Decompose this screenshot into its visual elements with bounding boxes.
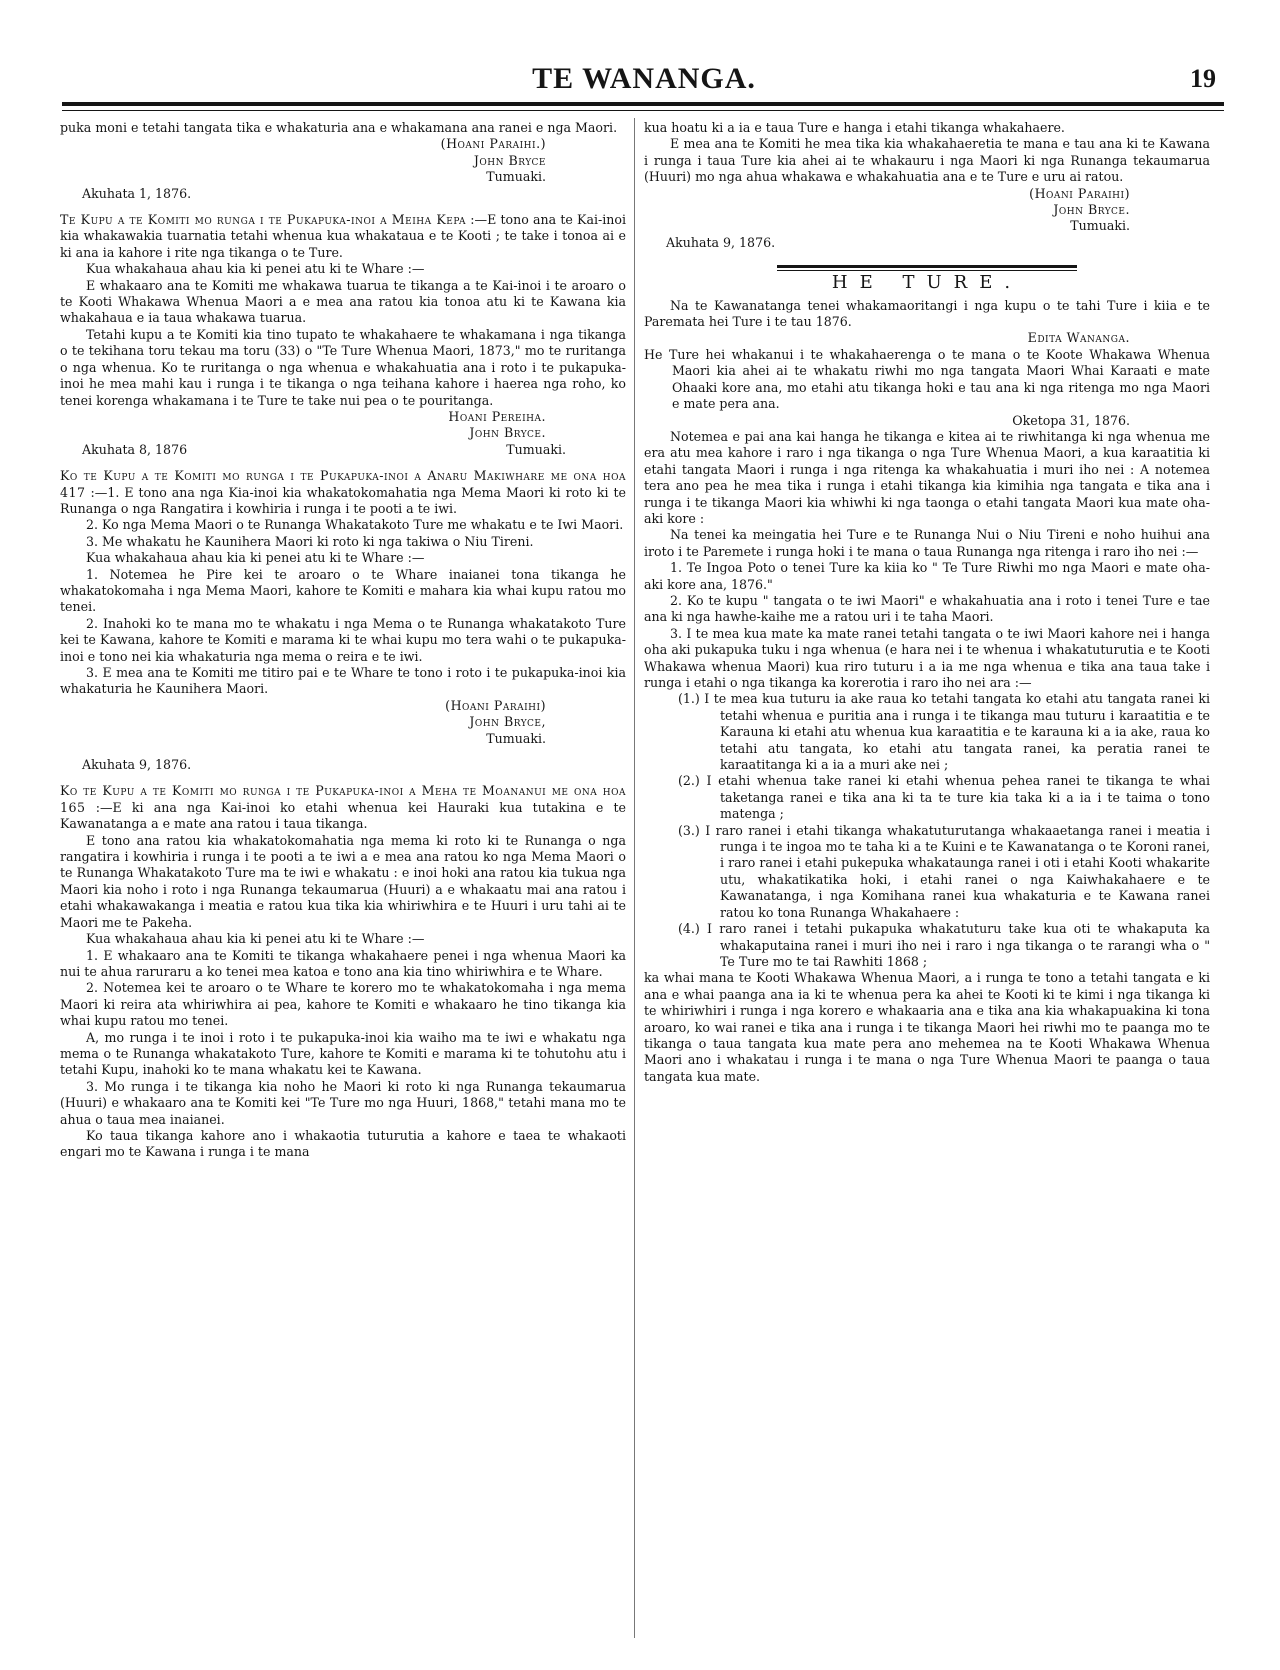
paragraph: Kua whakahaua ahau kia ki penei atu ki te Whare :—	[86, 550, 425, 566]
paragraph: ka whai mana te Kooti Whakawa Whenua Maori, a i runga te tono a tetahi tangata e ki ana e whai paanga ana ia ki te whenua pera ka ahei te Kooti ki te kimi i nga tikanga ki te whiriwhiri i runga i nga korero e whakaaria ana e tika ana kia whakapuakina ki tona aroaro, ko wai ranei e tika ana i runga i te tikanga Maori hei riwhi mo te paanga mo te tikanga o taua tangata kua mate pera ano mehemea na te Kooti Whakawa Whenua Maori ano i whakatau i runga i te mana o nga Ture Whenua Maori te paanga o taua tangata kua mate.	[644, 970, 1210, 1084]
list-item: (2.) I etahi whenua take ranei ki etahi whenua pehea ranei te tikanga te whai taketanga ranei e tika ana ki ta te ture kia taka ki a ia i te taima o tono matenga ;	[678, 773, 1210, 822]
report-paragraph: Ko te Kupu a te Komiti mo runga i te Pukapuka-inoi a Meha te Moananui me ona hoa 165 :—E ki ana nga Kai-inoi ko etahi whenua kei Hauraki kua tutakina e te Kawanatanga a e mate ana ratou i taua tikanga.	[60, 783, 626, 832]
paragraph: 2. Notemea kei te aroaro o te Whare te korero mo te whakatokomaha i nga mema Maori ki reira ata whiriwhira ai pea, kahore te Komiti e whakaaro he tino tikanga kia whai kupu ratou mo tenei.	[60, 980, 626, 1029]
paragraph: E tono ana ratou kia whakatokomahatia nga mema ki roto ki te Runanga o nga rangatira i kowhiria i runga i te pooti a te iwi a e mea ana ratou ko nga Mema Maori o te Runanga Whakatakoto Ture ma te iwi e whakatu : e inoi hoki ana ratou kia tukua nga Maori kia noho i roto i nga Runanga tekaumarua (Huuri) a e whakaatu mai ana ratou i etahi whakawakanga i meatia e ratou kua tika kia whiriwhira e te Huuri i uru tahi ai te Maori me te Pakeha.	[60, 832, 626, 930]
signature-role: Tumuaki.	[486, 730, 546, 746]
paragraph: Kua whakahaua ahau kia ki penei atu ki te Whare :—	[86, 261, 425, 277]
section-1: 1. Te Ingoa Poto o tenei Ture ka kiia ko " Te Ture Riwhi mo nga Maori e mate oha-aki kore ana, 1876."	[644, 560, 1210, 592]
list-item: (4.) I raro ranei i tetahi pukapuka whakatuturu take kua oti te whakaputa ka whakaputaina ranei i muri iho nei i raro i nga tikanga o te rarangi wha o " Te Ture mo te tai Rawhiti 1868 ;	[678, 921, 1210, 969]
report-heading: Te Kupu a te Komiti mo runga i te Pukapuka-inoi a Meiha Kepa	[60, 212, 467, 228]
paragraph: 3. E mea ana te Komiti me titiro pai e te Whare te tono i roto i te pukapuka-inoi kia whakaturia he Kaunihera Maori.	[60, 665, 626, 697]
paragraph: Na te Kawanatanga tenei whakamaoritangi i nga kupu o te tahi Ture i kiia e te Paremata hei Ture i te tau 1876.	[644, 297, 1210, 330]
page-header	[62, 62, 1226, 102]
paragraph: kua hoatu ki a ia e taua Ture e hanga i etahi tikanga whakahaere.	[644, 120, 1065, 135]
page-number: 19	[1190, 64, 1216, 93]
section-rule	[777, 265, 1077, 271]
signature-name: John Bryce.	[1053, 202, 1130, 218]
date-line: Akuhata 8, 1876 Tumuaki.	[82, 441, 566, 457]
column-divider	[634, 118, 635, 1638]
paragraph: Notemea e pai ana kai hanga he tikanga e kitea ai te riwhitanga ki nga whenua me era atu mea kahore i raro i nga tikanga o nga Ture Whenua Maori, a kua karaatitia ki etahi tangata Maori i runga i nga ritenga ka whakahuatia i muri iho nei : A notemea tera ano pea he mea tika i runga i etahi tikanga kia kimihia nga tangata e tika ana i runga i te tikanga Maori kia whiwhi ki nga taonga o etahi tangata Maori kua mate oha-aki kore :	[644, 428, 1210, 526]
paragraph: A, mo runga i te inoi i roto i te pukapuka-inoi kia waiho ma te iwi e whakatu nga mema o te Runanga whakatakoto Ture, kahore te Komiti e marama ki te tohutohu atu i tetahi Kupu, inahoki ko te mana whakatu kei te Kawana.	[60, 1029, 626, 1078]
date-line: Akuhata 9, 1876.	[666, 234, 776, 250]
paragraph: 1. E whakaaro ana te Komiti te tikanga whakahaere penei i nga whenua Maori ka nui te ahua raruraru a ko tenei mea katoa e tono ana kia tino whiriwhira e te Whare.	[60, 947, 626, 979]
section-title: HE TURE.	[831, 272, 1023, 294]
report-paragraph: Ko te Kupu a te Komiti mo runga i te Pukapuka-inoi a Anaru Makiwhare me ona hoa 417 :—1. E tono ana nga Kia-inoi kia whakatokomahatia nga Mema Maori ki roto ki te Runanga o nga Rangatira i kowhiria i runga i te pooti a te iwi.	[60, 468, 626, 516]
signature-role: Tumuaki.	[1070, 218, 1130, 234]
date-line: Akuhata 9, 1876.	[82, 757, 192, 773]
signature-chair: (Hoani Paraihi)	[1029, 185, 1130, 201]
list-item: (1.) I te mea kua tuturu ia ake raua ko tetahi tangata ko etahi atu tangata ranei ki tetahi whenua e puritia ana i runga i te tikanga mau tuturu i karaatitia e te Karauna ki etahi atu whenua kua karaatitia e te karauna ki a ia ake, raua ko tetahi atu tangata, ko etahi atu tangata ranei, ka peratia ranei te karaatitanga ki a ia a muri ake nei ;	[678, 691, 1210, 773]
right-column	[644, 120, 1210, 1085]
report-paragraph: Te Kupu a te Komiti mo runga i te Pukapuka-inoi a Meiha Kepa :—E tono ana te Kai-inoi kia whakawakia tuarnatia tetahi whenua kua whakataua e te Kooti ; te take i tonoa ai e ki ana ia kahore i rite nga tikanga o te Ture.	[60, 212, 626, 260]
editor-signature: Edita Wananga.	[1027, 330, 1130, 346]
paragraph: 1. Notemea he Pire kei te aroaro o te Whare inaianei tona tikanga he whakatokomaha i nga Mema Maori, kahore te Komiti e mahara kia whai kupu ratou mo tenei.	[60, 566, 626, 615]
paragraph: 2. Inahoki ko te mana mo te whakatu i nga Mema o te Runanga whakatakoto Ture kei te Kawana, kahore te Komiti e marama ki te whai kupu mo tera wahi o te pukapuka-inoi e tono nei kia whakaturia nga mema o reira e te iwi.	[60, 615, 626, 664]
paragraph: 3. Mo runga i te tikanga kia noho he Maori ki roto ki nga Runanga tekaumarua (Huuri) e whakaaro ana te Komiti kei "Te Ture mo nga Huuri, 1868," tetahi mana mo te ahua o taua mea inaianei.	[60, 1078, 626, 1127]
act-preamble: He Ture hei whakanui i te whakahaerenga o te mana o te Koote Whakawa Whenua Maori kia ahei ai te whakatu riwhi mo nga tangata Maori Whai Karaati e mate Ohaaki kore ana, mo etahi atu tikanga hoki e tau ana ki nga ritenga mo nga Maori e mate pera ana.	[644, 346, 1210, 412]
report-heading: Ko te Kupu a te Komiti mo runga i te Pukapuka-inoi a Meha te Moananui me ona hoa 165	[60, 783, 626, 815]
paragraph: 3. Me whakatu he Kaunihera Maori ki roto ki nga takiwa o Niu Tireni.	[86, 533, 534, 549]
section-3: 3. I te mea kua mate ka mate ranei tetahi tangata o te iwi Maori kahore nei i hanga oha aki pukapuka tuku i nga whenua (e hara nei i te whenua i whakatuturutia e te Kooti Whakawa whenua Maori) kua riro tuturu i a ia me nga whenua e tika ana taua take i runga i etahi o nga tikanga ka korerotia i raro iho nei ara :—	[644, 625, 1210, 690]
left-column	[60, 120, 626, 1161]
signature-name: John Bryce	[473, 152, 546, 168]
paragraph: E whakaaro ana te Komiti me whakawa tuarua te tikanga a te Kai-inoi i te aroaro o te Kooti Whakawa Whenua Maori a e mea ana ratou kia tonoa atu ki te Kawana kia whakahaua e ia taua whakawa tuarua.	[60, 277, 626, 326]
paragraph: Na tenei ka meingatia hei Ture e te Runanga Nui o Niu Tireni e noho huihui ana iroto i te Paremete i runga hoki i te mana o taua Runanga nga ritenga i raro iho nei :—	[644, 527, 1210, 559]
paragraph: 2. Ko nga Mema Maori o te Runanga Whakatakoto Ture me whakatu e te Iwi Maori.	[86, 517, 624, 533]
section-2: 2. Ko te kupu " tangata o te iwi Maori" e whakahuatia ana i roto i tenei Ture e tae ana ki nga hawhe-kaihe me a ratou uri i te taha Maori.	[644, 592, 1210, 625]
header-rule-thin	[62, 110, 1224, 111]
header-rule-thick	[62, 102, 1224, 106]
report-heading: Ko te Kupu a te Komiti mo runga i te Pukapuka-inoi a Anaru Makiwhare me ona hoa 417	[60, 468, 626, 500]
signature-chair: Hoani Pereiha.	[448, 408, 546, 424]
newspaper-title: TE WANANGA.	[532, 62, 756, 95]
signature-chair: (Hoani Paraihi)	[445, 697, 546, 713]
paragraph: Kua whakahaua ahau kia ki penei atu ki te Whare :—	[86, 931, 425, 947]
paragraph: E mea ana te Komiti he mea tika kia whakahaeretia te mana e tau ana ki te Kawana i runga i taua Ture kia ahei ai te whakauru i nga Maori ki nga Runanga tekaumarua (Huuri) mo nga ahua whakawa e whakahuatia ana e te Ture e uru ai ratou.	[644, 136, 1210, 185]
act-date: Oketopa 31, 1876.	[1012, 412, 1130, 428]
opening-paragraph: puka moni e tetahi tangata tika e whakaturia ana e whakamana ana ranei e nga Maori.	[60, 120, 618, 135]
signature-role: Tumuaki.	[486, 169, 546, 185]
paragraph: Tetahi kupu a te Komiti kia tino tupato te whakahaere te whakamana i nga tikanga o te tekihana toru tekau ma toru (33) o "Te Ture Whenua Maori, 1873," mo te ruritanga o nga whenua. Ko te ruritanga o nga whenua e whakahuatia ana i roto i te pukapuka-inoi he mea mahi kau i runga i te tikanga o nga teihana kahore i haerea nga roho, ko tenei korenga whakamana i te Ture te take nui pea o te pouritanga.	[60, 326, 626, 408]
signature-chair: (Hoani Paraihi.)	[440, 136, 546, 152]
list-item: (3.) I raro ranei i etahi tikanga whakatuturutanga whakaaetanga ranei i meatia i runga i te ingoa mo te taha ki a te Kuini e te Kawanatanga o te Koroni ranei, i raro ranei i etahi pukepuka whakataunga ranei i oti i etahi Kooti whakarite utu, whakatikatika hoki, i etahi ranei o nga Kaiwhakahaere e te Kawanatanga, i nga Komihana ranei kua whakaturia e te Kawana ranei ratou ko tona Runanga Whakahaere :	[678, 822, 1210, 920]
signature-name: John Bryce,	[469, 714, 546, 730]
date-line: Akuhata 1, 1876.	[82, 185, 192, 201]
signature-name: John Bryce.	[469, 425, 546, 441]
paragraph: Ko taua tikanga kahore ano i whakaotia tuturutia a kahore e taea te whakaoti engari mo te Kawana i runga i te mana	[60, 1127, 626, 1160]
